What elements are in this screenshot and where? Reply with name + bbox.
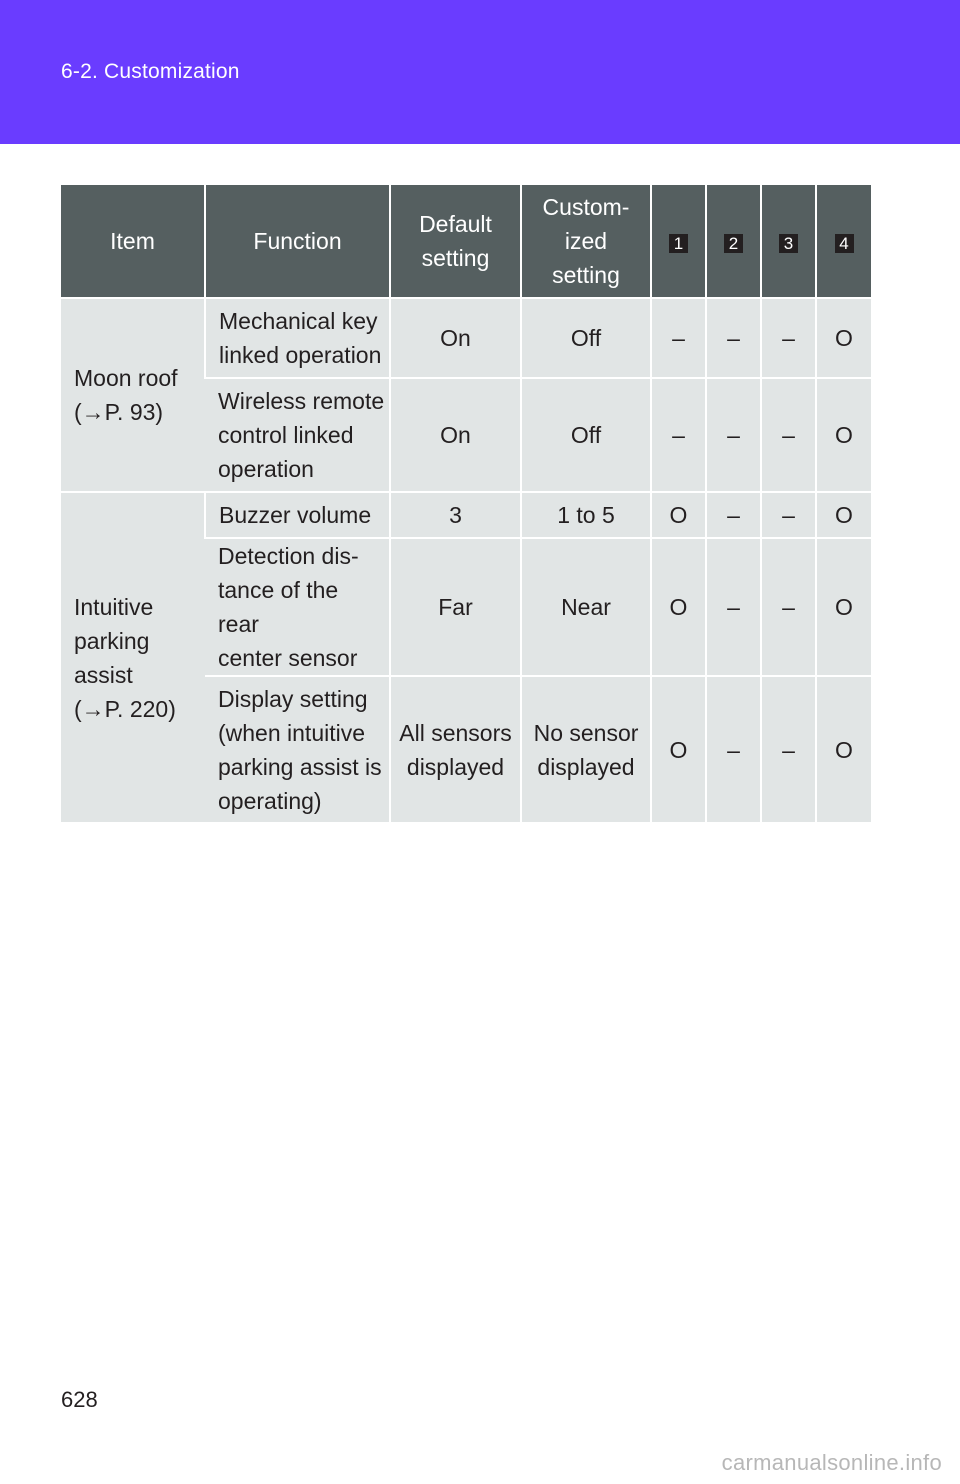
function-cell: Mechanical key linked operation (205, 298, 390, 378)
col-header-3 (761, 185, 816, 298)
mark-cell-3: – (761, 298, 816, 378)
mark-cell-4: O (816, 378, 871, 492)
customized-cell: Off (521, 298, 651, 378)
number-3-badge: 3 (779, 234, 798, 253)
mark-cell-4: O (816, 676, 871, 822)
mark-cell-1: – (651, 298, 706, 378)
mark-cell-4: O (816, 298, 871, 378)
mark-cell-2: – (706, 538, 761, 676)
section-title: 6-2. Customization (61, 60, 240, 83)
customized-cell: Near (521, 538, 651, 676)
function-cell: Buzzer volume (205, 492, 390, 538)
mark-cell-1: O (651, 676, 706, 822)
mark-cell-1: O (651, 538, 706, 676)
mark-cell-1: O (651, 492, 706, 538)
mark-cell-3: – (761, 538, 816, 676)
default-cell: Far (390, 538, 521, 676)
table-row (61, 492, 871, 538)
mark-cell-3: – (761, 378, 816, 492)
col-header-2 (706, 185, 761, 298)
mark-cell-2: – (706, 378, 761, 492)
col-header-4 (816, 185, 871, 298)
mark-cell-2: – (706, 298, 761, 378)
number-4-badge: 4 (835, 234, 854, 253)
table-header-row (61, 185, 871, 298)
table-row (61, 298, 871, 378)
item-cell-moon-roof: Moon roof (→P. 93) (61, 298, 205, 492)
default-cell: On (390, 298, 521, 378)
number-2-badge: 2 (724, 234, 743, 253)
default-cell: 3 (390, 492, 521, 538)
customization-table (61, 185, 871, 822)
col-header-item: Item (61, 185, 205, 298)
col-header-customized-setting: Custom- ized setting (521, 185, 651, 298)
mark-cell-4: O (816, 492, 871, 538)
function-cell: Detection dis- tance of the rear center sensor (205, 538, 390, 676)
page-header (0, 0, 960, 144)
page-number: 628 (61, 1387, 98, 1412)
col-header-default-setting: Default setting (390, 185, 521, 298)
mark-cell-4: O (816, 538, 871, 676)
customized-cell: 1 to 5 (521, 492, 651, 538)
customized-cell: No sensor displayed (521, 676, 651, 822)
default-cell: All sensors displayed (390, 676, 521, 822)
number-1-badge: 1 (669, 234, 688, 253)
function-cell: Wireless remote control linked operation (205, 378, 390, 492)
item-cell-intuitive-parking-assist: Intuitive parking assist (→P. 220) (61, 492, 205, 822)
mark-cell-3: – (761, 676, 816, 822)
mark-cell-2: – (706, 676, 761, 822)
mark-cell-3: – (761, 492, 816, 538)
col-header-1 (651, 185, 706, 298)
watermark: carmanualsonline.info (721, 1450, 942, 1475)
default-cell: On (390, 378, 521, 492)
customized-cell: Off (521, 378, 651, 492)
col-header-function: Function (205, 185, 390, 298)
mark-cell-2: – (706, 492, 761, 538)
mark-cell-1: – (651, 378, 706, 492)
function-cell: Display setting (when intuitive parking assist is operating) (205, 676, 390, 822)
